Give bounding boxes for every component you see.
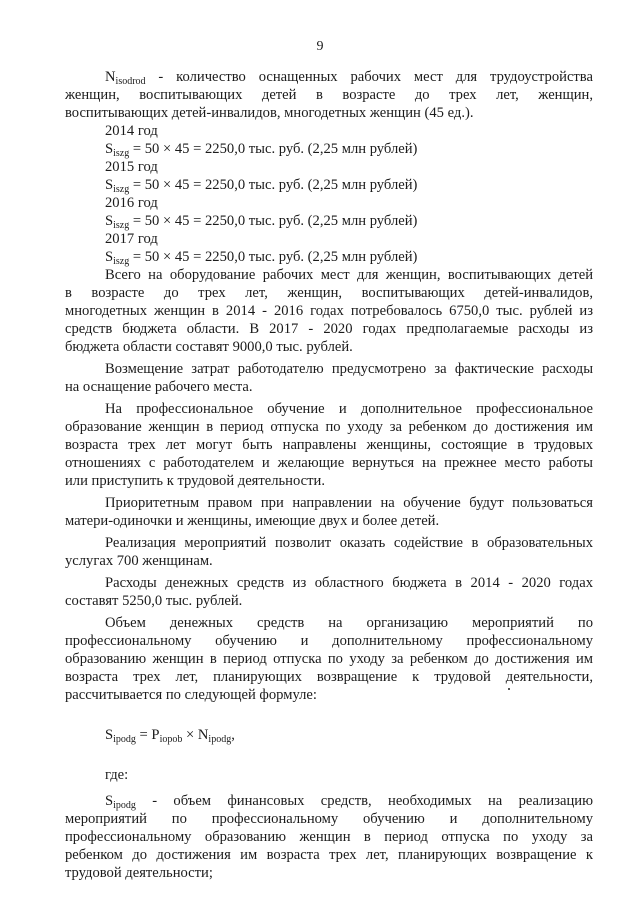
paragraph-volume: Объем денежных средств на организацию мероприятий по профессиональному обучению и дополнительному профессиональному образованию женщин в период отпуска по уходу за ребенком до достижения им возраста трех лет, планирующих возвращение к трудовой деятельности, рассчитывается по следующей формуле: [65,615,593,703]
variable: S [105,793,114,809]
year-formula: $S_{iszg} = 50 \times 45 = 2250,0$ тыс. руб. (2,25 млн рублей) [105,249,418,267]
year-label: 2016 год [105,195,158,211]
year-label: 2015 год [105,159,158,175]
scan-speck [508,688,510,690]
paragraph-compensation: Возмещение затрат работодателю предусмотрено за фактические расходы на оснащение рабочего места. [65,361,593,395]
definition-s-ipodg: $S_{ipodg}$ - объем финансовых средств, необходимых на реализацию мероприятий по профессиональному обучению и дополнительному профессиональному образованию женщин в период отпуска по уходу за ребенком до достижения им возраста трех лет, планирующих возвращение к трудовой деятельности; [65,793,593,881]
paragraph-total: Всего на оборудование рабочих мест для женщин, воспитывающих детей в возрасте до трех лет, женщин, воспитывающих детей-инвалидов, многодетных женщин в 2014 - 2016 годах потребовалось 6750,0 тыс. рублей из средств бюджета области. В 2017 - 2020 годах предполагаемые расходы из бюджета области составят 9000,0 тыс. рублей. [65,267,593,355]
variable-subscript: isodrod [115,76,146,87]
year-formula: $S_{iszg} = 50 \times 45 = 2250,0$ тыс. руб. (2,25 млн рублей) [105,213,418,231]
paragraph-implementation: Реализация мероприятий позволит оказать содействие в образовательных услугах 700 женщинам. [65,535,593,569]
definition-n-isodrod: $N_{isodrod}$ - количество оснащенных рабочих мест для трудоустройства женщин, воспитывающих детей в возрасте до трех лет, женщин, воспитывающих детей-инвалидов, многодетных женщин (45 ед.). [65,69,593,121]
year-label: 2014 год [105,123,158,139]
year-calculations [65,122,593,266]
where-label: где: [105,767,129,783]
paragraph-priority: Приоритетным правом при направлении на обучение будут пользоваться матери-одиночки и женщины, имеющие двух и более детей. [65,495,593,529]
document-body [65,68,593,882]
variable: N [105,69,116,85]
paragraph-expenses: Расходы денежных средств из областного бюджета в 2014 - 2020 годах составят 5250,0 тыс. рублей. [65,575,593,609]
year-label: 2017 год [105,231,158,247]
year-formula: $S_{iszg} = 50 \times 45 = 2250,0$ тыс. руб. (2,25 млн рублей) [105,141,418,159]
variable-subscript: ipodg [113,800,136,811]
formula: $S_{ipodg} = P_{iopob} \times N_{ipodg}$, [105,727,235,745]
page-number: 9 [316,39,324,54]
paragraph-training: На профессиональное обучение и дополнительное профессиональное образование женщин в период отпуска по уходу за ребенком до достижения им возраста трех лет могут быть направлены женщины, состоящие в трудовых отношениях с работодателем и желающие вернуться на прежнее место работы или приступить к трудовой деятельности. [65,401,593,489]
year-formula: $S_{iszg} = 50 \times 45 = 2250,0$ тыс. руб. (2,25 млн рублей) [105,177,418,195]
